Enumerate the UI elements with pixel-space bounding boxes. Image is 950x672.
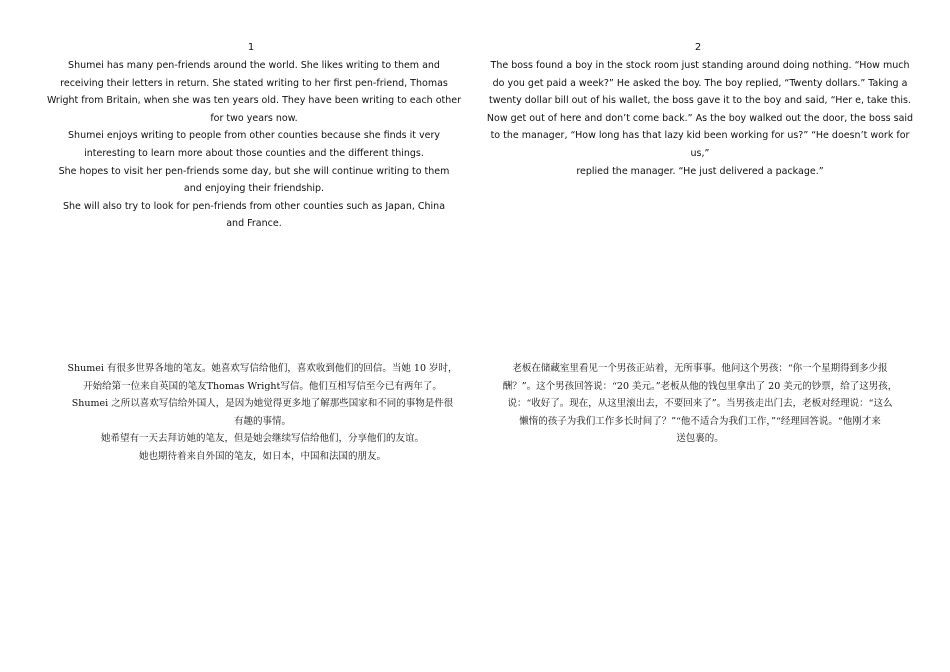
text-line: 说：“收好了。现在，从这里滚出去，不要回来了”。当男孩走出门去，老板对经理说：“这么 bbox=[507, 398, 893, 410]
text-line: replied the manager. “He just delivered a package.” bbox=[576, 165, 824, 177]
text-line: 送包裹的。 bbox=[676, 433, 724, 445]
text-line: She will also try to look for pen-friends from other counties such as Japan, China bbox=[62, 200, 446, 212]
text-line: The boss found a boy in the stock room just standing around doing nothing. “How much bbox=[490, 60, 910, 71]
text-line: She hopes to visit her pen-friends some day, but she will continue writing to them bbox=[58, 165, 450, 177]
text-line: receiving their letters in return. She stated writing to her first pen-friend, Thomas bbox=[60, 77, 448, 89]
text-line: Shumei enjoys writing to people from other counties because she finds it very bbox=[68, 130, 440, 142]
text-line: Shumei 有很多世界各地的笔友。她喜欢写信给他们，喜欢收到他们的回信。当她 10 岁时， bbox=[67, 363, 458, 374]
text-line: do you get paid a week?” He asked the boy. The boy replied, “Twenty dollars.” Taking a bbox=[492, 77, 908, 89]
text-line: 有趣的事情。 bbox=[233, 415, 291, 427]
text-line: 懒惰的孩子为我们工作多长时间了？”“他不适合为我们工作，”“经理回答说。“他刚才来 bbox=[519, 415, 881, 427]
story-1-chinese bbox=[55, 360, 470, 466]
text-line: 酬？”。这个男孩回答说：“20 美元。”老板从他的钱包里拿出了 20 美元的钞票，给了这男孩， bbox=[502, 380, 898, 392]
text-line: twenty dollar bill out of his wallet, the boss gave it to the boy and said, “Her e, take this. bbox=[489, 95, 911, 107]
text-line: interesting to learn more about those counties and the different things. bbox=[84, 147, 424, 159]
text-line: to the manager, “How long has that lazy kid been working for us?” “He doesn’t work for us,” bbox=[490, 130, 910, 159]
text-line: 开始给第一位来自英国的笔友Thomas Wright写信。他们互相写信至今已有两年了。 bbox=[83, 380, 442, 392]
text-line: for two years now. bbox=[210, 112, 298, 124]
text-line: 她也期待着来自外国的笔友，如日本，中国和法国的朋友。 bbox=[138, 450, 386, 462]
text-line: Wright from Britain, when she was ten years old. They have been writing to each other bbox=[46, 95, 462, 107]
page-number-2: 2 bbox=[694, 42, 702, 53]
text-line: 老板在储藏室里看见一个男孩正站着，无所事事。他问这个男孩：“你一个星期得到多少报 bbox=[512, 363, 888, 374]
page-number-1: 1 bbox=[247, 42, 255, 53]
text-line: and enjoying their friendship. bbox=[183, 183, 325, 195]
text-line: Now get out of here and don’t come back.” As the boy walked out the door, the boss said bbox=[486, 112, 914, 124]
story-1-english bbox=[40, 57, 468, 233]
text-line: Shumei has many pen-friends around the world. She likes writing to them and bbox=[68, 60, 440, 71]
text-line: and France. bbox=[226, 218, 282, 230]
text-line: Shumei 之所以喜欢写信给外国人，是因为她觉得更多地了解那些国家和不同的事物是件很 bbox=[71, 398, 454, 410]
story-2-chinese bbox=[484, 360, 916, 448]
text-line: 她希望有一天去拜访她的笔友，但是她会继续写信给他们，分享他们的友谊。 bbox=[100, 433, 424, 445]
story-2-english bbox=[484, 57, 916, 180]
